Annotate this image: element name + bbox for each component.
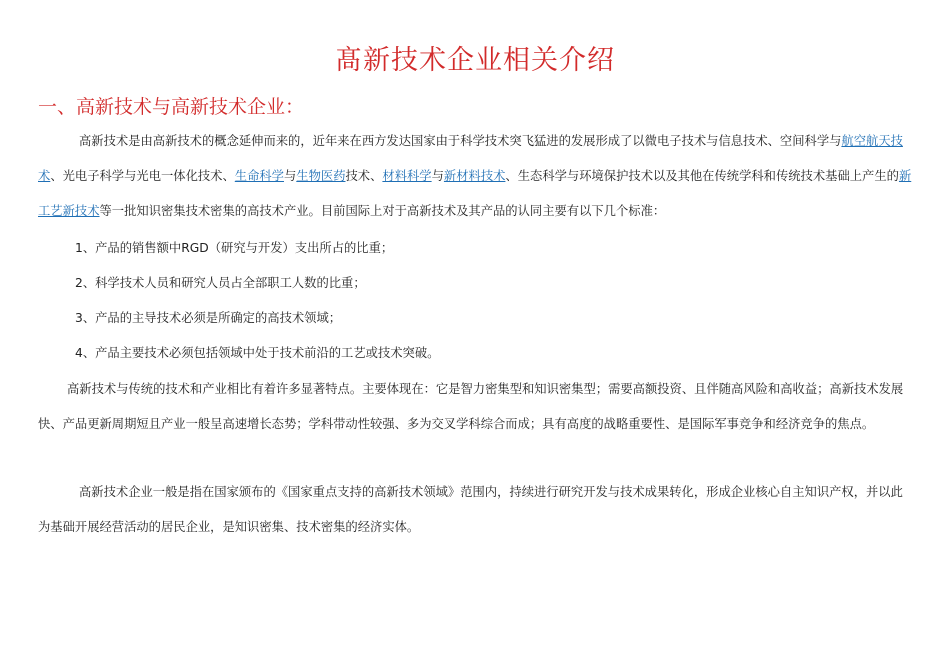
intro-text-1: 高新技术是由高新技术的概念延伸而来的，近年来在西方发达国家由于科学技术突飞猛进的发展形成了以微电子技术与信息技术、空间科学与 <box>79 134 842 148</box>
intro-text-3: 与 <box>283 169 297 183</box>
intro-text-4: 技术、 <box>345 169 383 183</box>
criteria-item-3: 3、产品的主导技术必须是所确定的高技术领域； <box>75 311 342 325</box>
link-new-materials-tech[interactable]: 新材料技术 <box>443 169 506 183</box>
paragraph-intro <box>38 124 912 229</box>
intro-text-7: 等一批知识密集技术密集的高技术产业。目前国际上对于高新技术及其产品的认同主要有以下几个标准： <box>99 204 666 218</box>
link-life-science[interactable]: 生命科学 <box>234 169 284 183</box>
link-new-process-tech[interactable]: 新工艺新技术 <box>38 169 912 218</box>
paragraph-characteristics: 高新技术与传统的技术和产业相比有着许多显著特点。主要体现在：它是智力密集型和知识密集型；需要高额投资、且伴随高风险和高收益；高新技术发展快、产品更新周期短且产业一般呈高速增长态势；学科带动性较强、多为交叉学科综合而成；具有高度的战略重要性、是国际军事竞争和经济竞争的焦点。 <box>38 382 904 431</box>
link-biomedicine[interactable]: 生物医药 <box>296 169 346 183</box>
page-title: 髙新技术企业相关介绍 <box>335 45 615 76</box>
intro-text-6: 、生态科学与环境保护技术以及其他在传统学科和传统技术基础上产生的 <box>505 169 899 183</box>
criteria-item-1: 1、产品的销售额中RGD（研究与开发）支出所占的比重； <box>75 241 394 255</box>
paragraph-enterprise-definition: 高新技术企业一般是指在国家颁布的《国家重点支持的高新技术领域》范围内，持续进行研究开发与技术成果转化，形成企业核心自主知识产权，并以此为基础开展经营活动的居民企业，是知识密集、技术密集的经济实体。 <box>38 485 903 534</box>
criteria-item-4: 4、产品主要技术必须包括领域中处于技术前沿的工艺或技术突破。 <box>75 346 440 360</box>
section-heading: 一、高新技术与高新技术企业： <box>38 96 305 118</box>
intro-text-2: 、光电子科学与光电一体化技术、 <box>50 169 235 183</box>
intro-text-5: 与 <box>431 169 444 183</box>
criteria-item-2: 2、科学技术人员和研究人员占全部职工人数的比重； <box>75 276 366 290</box>
link-materials-science[interactable]: 材料科学 <box>382 169 432 183</box>
link-aerospace-tech[interactable]: 航空航天技术 <box>38 134 903 183</box>
